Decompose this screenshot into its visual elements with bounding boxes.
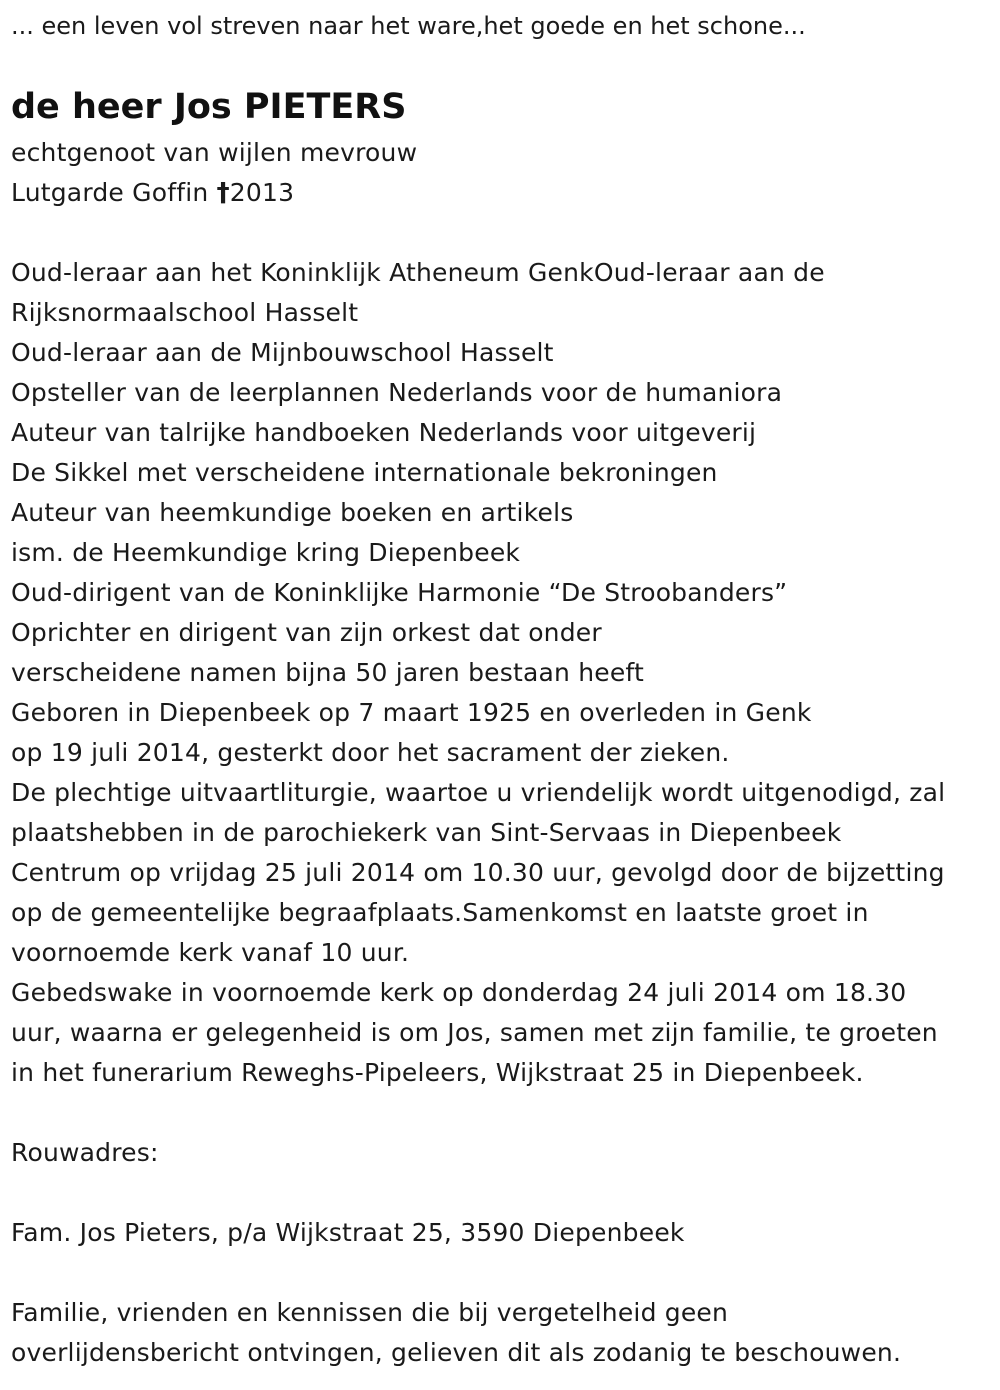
mourning-address: Fam. Jos Pieters, p/a Wijkstraat 25, 3590 Diepenbeek xyxy=(11,1218,685,1247)
bio-line: verscheidene namen bijna 50 jaren bestaan heeft xyxy=(11,658,644,687)
bio-line: ism. de Heemkundige kring Diepenbeek xyxy=(11,538,521,567)
bio-line: Rijksnormaalschool Hasselt xyxy=(11,298,359,327)
bio-line: op 19 juli 2014, gesterkt door het sacrament der zieken. xyxy=(11,738,730,767)
vigil-line: uur, waarna er gelegenheid is om Jos, samen met zijn familie, te groeten xyxy=(11,1018,938,1047)
bio-line: Auteur van talrijke handboeken Nederlands voor uitgeverij xyxy=(11,418,757,447)
bio-line: De Sikkel met verscheidene internationale bekroningen xyxy=(11,458,718,487)
funeral-line: voornoemde kerk vanaf 10 uur. xyxy=(11,938,410,967)
closing-line: overlijdensbericht ontvingen, gelieven dit als zodanig te beschouwen. xyxy=(11,1338,902,1367)
bio-line: Oud-dirigent van de Koninklijke Harmonie “De Stroobanders” xyxy=(11,578,788,607)
closing-block xyxy=(11,1293,901,1373)
bio-line: Auteur van heemkundige boeken en artikels xyxy=(11,498,574,527)
closing-line: Familie, vrienden en kennissen die bij vergetelheid geen xyxy=(11,1298,729,1327)
address-block xyxy=(11,1213,685,1253)
bio-line: Oud-leraar aan het Koninklijk Atheneum GenkOud-leraar aan de xyxy=(11,258,825,287)
spouse-name: Lutgarde Goffin xyxy=(11,178,217,207)
bio-line: Opsteller van de leerplannen Nederlands voor de humaniora xyxy=(11,378,783,407)
funeral-line: plaatshebben in de parochiekerk van Sint-Servaas in Diepenbeek xyxy=(11,818,842,847)
vigil-line: in het funerarium Reweghs-Pipeleers, Wijkstraat 25 in Diepenbeek. xyxy=(11,1058,864,1087)
vigil-line: Gebedswake in voornoemde kerk op donderdag 24 juli 2014 om 18.30 xyxy=(11,978,907,1007)
cross-icon: † xyxy=(216,178,230,208)
deceased-name: de heer Jos PIETERS xyxy=(11,87,407,127)
spouse-line-1: echtgenoot van wijlen mevrouw xyxy=(11,138,418,167)
funeral-line: De plechtige uitvaartliturgie, waartoe u vriendelijk wordt uitgenodigd, zal xyxy=(11,778,946,807)
bio-line: Geboren in Diepenbeek op 7 maart 1925 en overleden in Genk xyxy=(11,698,812,727)
address-label-block xyxy=(11,1133,159,1173)
funeral-line: Centrum op vrijdag 25 juli 2014 om 10.30 uur, gevolgd door de bijzetting xyxy=(11,858,945,887)
address-label: Rouwadres: xyxy=(11,1138,159,1167)
bio-line: Oud-leraar aan de Mijnbouwschool Hasselt xyxy=(11,338,554,367)
biography-block xyxy=(11,253,945,1093)
motto-text: ... een leven vol streven naar het ware,het goede en het schone... xyxy=(11,12,806,40)
spouse-line-2 xyxy=(11,173,417,213)
spouse-block xyxy=(11,133,417,213)
spouse-death-year: 2013 xyxy=(229,178,295,207)
funeral-line: op de gemeentelijke begraafplaats.Samenkomst en laatste groet in xyxy=(11,898,869,927)
bio-line: Oprichter en dirigent van zijn orkest dat onder xyxy=(11,618,602,647)
